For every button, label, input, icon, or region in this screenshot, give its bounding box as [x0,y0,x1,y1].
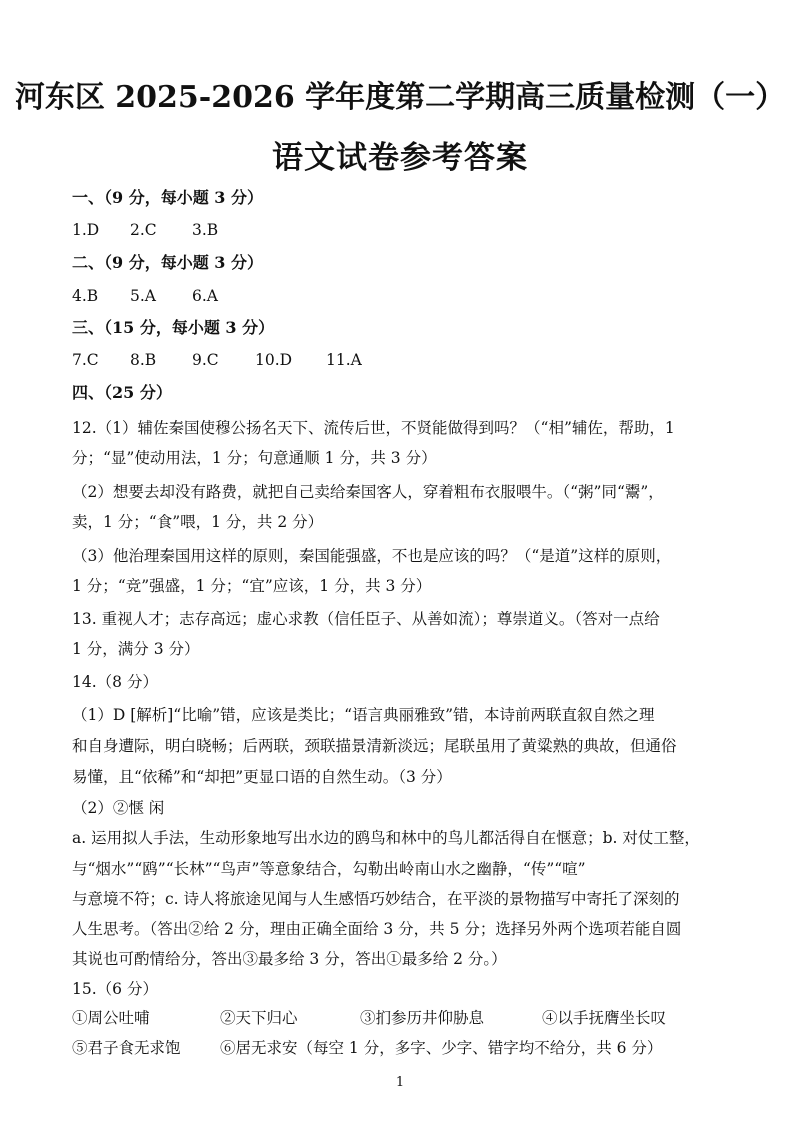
exam-title: 河东区 2025-2026 学年度第二学期高三质量检测（一） [14,80,786,115]
q12-line-3: （2）想要去却没有路费，就把自己卖给秦国客人，穿着粗布衣服喂牛。（“粥”同“鬻”， [72,483,664,501]
answer-4: 4.B [72,287,99,305]
q15-blank-2: ②天下归心 [220,1009,298,1027]
q13-line-2: 1 分，满分 3 分） [72,640,200,658]
q14-line-1: （1）D [解析]“比喻”错，应该是类比；“语言典丽雅致”错，本诗前两联直叙自然之理 [72,706,655,724]
q14-line-3: 易懂，且“依稀”和“却把”更显口语的自然生动。（3 分） [72,768,452,786]
q14-line-9: 其说也可酌情给分，答出③最多给 3 分，答出①最多给 2 分。） [72,950,507,968]
q15-blank-5: ⑤君子食无求饱 [72,1039,181,1057]
q15-blank-4: ④以手抚膺坐长叹 [542,1009,667,1027]
q12-line-1: 12.（1）辅佐秦国使穆公扬名天下、流传后世，不贤能做得到吗？（“相”辅佐，帮助，1 [72,419,675,437]
section-2-heading: 二、（9 分，每小题 3 分） [72,253,263,272]
answer-6: 6.A [192,287,218,305]
q14-heading: 14.（8 分） [72,673,158,691]
page-number: 1 [395,1075,405,1090]
section-4-heading: 四、（25 分） [72,383,172,402]
q14-line-7: 与意境不符；c. 诗人将旅途见闻与人生感悟巧妙结合，在平淡的景物描写中寄托了深刻的 [72,890,680,908]
answer-7: 7.C [72,351,99,369]
q15-blank-6: ⑥居无求安（每空 1 分，多字、少字、错字均不给分，共 6 分） [220,1039,663,1057]
q15-blank-3: ③扪参历井仰胁息 [360,1009,485,1027]
section-3-heading: 三、（15 分，每小题 3 分） [72,318,275,337]
answer-10: 10.D [255,351,293,369]
section-1-heading: 一、（9 分，每小题 3 分） [72,188,263,207]
q13-line-1: 13. 重视人才；志存高远；虚心求教（信任臣子、从善如流）；尊崇道义。（答对一点给 [72,610,660,628]
q14-line-8: 人生思考。（答出②给 2 分，理由正确全面给 3 分，共 5 分；选择另外两个选项若能自圆 [72,920,682,938]
answer-8: 8.B [130,351,157,369]
answer-2: 2.C [130,221,157,239]
answer-11: 11.A [326,351,362,369]
q12-line-5: （3）他治理秦国用这样的原则，秦国能强盛，不也是应该的吗？（“是道”这样的原则， [72,547,672,565]
answer-5: 5.A [130,287,156,305]
answer-1: 1.D [72,221,100,239]
q12-line-4: 卖，1 分；“食”喂，1 分，共 2 分） [72,513,324,531]
q14-line-2: 和自身遭际，明白晓畅；后两联，颈联描景清新淡远；尾联虽用了黄粱熟的典故，但通俗 [72,737,677,755]
q15-heading: 15.（6 分） [72,980,158,998]
q14-line-5: a. 运用拟人手法，生动形象地写出水边的鸥鸟和林中的鸟儿都活得自在惬意；b. 对仗工整， [72,829,700,847]
answer-3: 3.B [192,221,219,239]
q12-line-6: 1 分；“竞”强盛，1 分；“宜”应该，1 分，共 3 分） [72,577,432,595]
q12-line-2: 分；“显”使动用法，1 分；句意通顺 1 分，共 3 分） [72,449,437,467]
exam-subtitle: 语文试卷参考答案 [272,140,528,176]
q14-line-4: （2）②惬 闲 [72,799,165,817]
q15-blank-1: ①周公吐哺 [72,1009,150,1027]
q14-line-6: 与“烟水”“鸥”“长林”“鸟声”等意象结合，勾勒出岭南山水之幽静，“传”“喧” [72,860,586,878]
answer-9: 9.C [192,351,219,369]
